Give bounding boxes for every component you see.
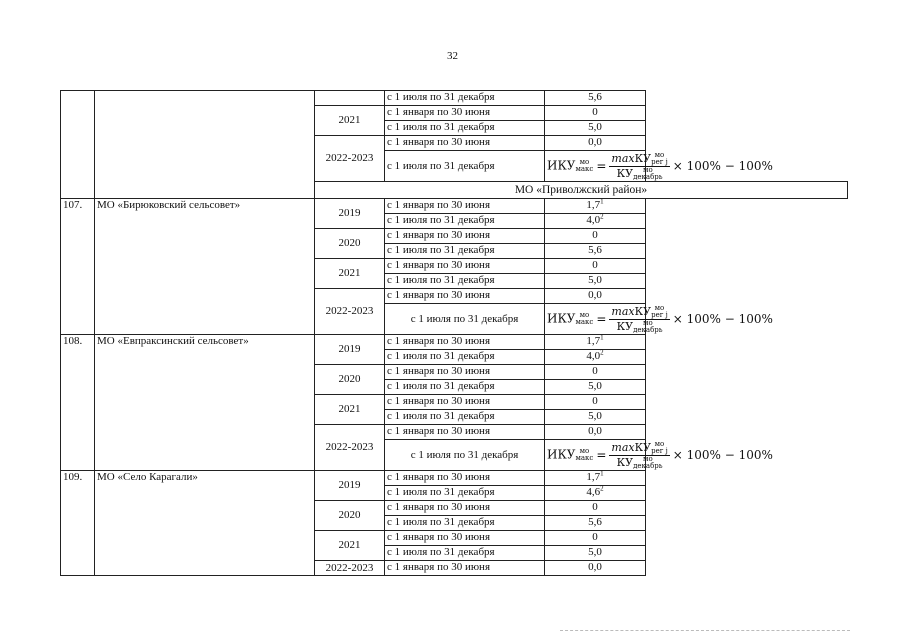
name-cell <box>95 91 315 199</box>
value-cell: 0 <box>545 106 646 121</box>
period-cell: с 1 июля по 31 декабря <box>385 151 545 182</box>
year-cell: 2019 <box>315 471 385 501</box>
year-cell: 2020 <box>315 501 385 531</box>
period-cell: с 1 января по 30 июня <box>385 259 545 274</box>
value-cell: $1,7^1$ <box>545 199 646 214</box>
divider <box>560 630 850 631</box>
period-cell: с 1 января по 30 июня <box>385 335 545 350</box>
value-cell: 0 <box>545 365 646 380</box>
value-cell: $1,7^1$ <box>545 335 646 350</box>
table-row <box>61 335 848 350</box>
value-cell: 0,0 <box>545 136 646 151</box>
period-cell: с 1 января по 30 июня <box>385 199 545 214</box>
period-cell: с 1 июля по 31 декабря <box>385 91 545 106</box>
entry-name: МО «Село Карагали» <box>95 471 315 576</box>
period-cell: с 1 июля по 31 декабря <box>385 121 545 136</box>
period-cell: с 1 января по 30 июня <box>385 136 545 151</box>
period-cell: с 1 января по 30 июня <box>385 561 545 576</box>
ikumax-formula: ИКУ мо макс = maxКУ мо рег j КУ мо декабрь × 100% − 100% <box>547 439 773 470</box>
value-cell: 0,0 <box>545 289 646 304</box>
period-cell: с 1 июля по 31 декабря <box>385 214 545 229</box>
value-cell: 5,0 <box>545 380 646 395</box>
value-cell: $4,6^2$ <box>545 486 646 501</box>
period-cell: с 1 января по 30 июня <box>385 425 545 440</box>
entry-number: 108. <box>61 335 95 471</box>
period-cell: с 1 января по 30 июня <box>385 501 545 516</box>
formula-cell <box>545 150 773 182</box>
period-cell: с 1 июля по 31 декабря <box>385 516 545 531</box>
period-cell: с 1 января по 30 июня <box>385 229 545 244</box>
period-cell: с 1 января по 30 июня <box>385 106 545 121</box>
period-cell: с 1 июля по 31 декабря <box>385 546 545 561</box>
period-cell: с 1 июля по 31 декабря <box>385 486 545 501</box>
year-cell: 2021 <box>315 106 385 136</box>
year-cell: 2021 <box>315 259 385 289</box>
year-cell: 2021 <box>315 531 385 561</box>
section-title: МО «Приволжский район» <box>315 182 848 199</box>
value-cell: 5,6 <box>545 244 646 259</box>
period-cell: с 1 июля по 31 декабря <box>385 304 545 335</box>
tariff-table <box>60 90 848 576</box>
value-cell: 0 <box>545 259 646 274</box>
period-cell: с 1 января по 30 июня <box>385 395 545 410</box>
period-cell: с 1 января по 30 июня <box>385 365 545 380</box>
year-cell <box>315 91 385 106</box>
year-cell: 2022-2023 <box>315 425 385 471</box>
value-cell: 5,6 <box>545 91 646 106</box>
value-cell: 0,0 <box>545 425 646 440</box>
value-cell: 0 <box>545 531 646 546</box>
value-cell: 5,0 <box>545 121 646 136</box>
year-cell: 2022-2023 <box>315 289 385 335</box>
period-cell: с 1 января по 30 июня <box>385 471 545 486</box>
period-cell: с 1 июля по 31 декабря <box>385 274 545 289</box>
entry-name: МО «Евпраксинский сельсовет» <box>95 335 315 471</box>
value-cell: 5,6 <box>545 516 646 531</box>
entry-number: 109. <box>61 471 95 576</box>
year-cell: 2019 <box>315 335 385 365</box>
value-cell: 0 <box>545 501 646 516</box>
value-cell: 5,0 <box>545 274 646 289</box>
year-cell: 2019 <box>315 199 385 229</box>
period-cell: с 1 июля по 31 декабря <box>385 410 545 425</box>
ikumax-formula: ИКУ мо макс = maxКУ мо рег j КУ мо декабрь × 100% − 100% <box>547 303 773 334</box>
value-cell: 0,0 <box>545 561 646 576</box>
year-cell: 2020 <box>315 229 385 259</box>
formula-cell <box>545 439 773 471</box>
table-row <box>61 199 848 214</box>
year-cell: 2022-2023 <box>315 561 385 576</box>
value-cell: $4,0^2$ <box>545 214 646 229</box>
value-cell: $4,0^2$ <box>545 350 646 365</box>
period-cell: с 1 июля по 31 декабря <box>385 350 545 365</box>
entry-name: МО «Бирюковский сельсовет» <box>95 199 315 335</box>
number-cell <box>61 91 95 199</box>
table-row <box>61 471 848 486</box>
year-cell: 2022-2023 <box>315 136 385 182</box>
value-cell: 5,0 <box>545 410 646 425</box>
period-cell: с 1 июля по 31 декабря <box>385 244 545 259</box>
formula-cell <box>545 303 773 335</box>
value-cell: 5,0 <box>545 546 646 561</box>
value-cell: 0 <box>545 395 646 410</box>
table-row <box>61 91 848 106</box>
value-cell: 0 <box>545 229 646 244</box>
period-cell: с 1 июля по 31 декабря <box>385 440 545 471</box>
ikumax-formula: ИКУ мо макс = maxКУ мо рег j КУ мо декабрь × 100% − 100% <box>547 150 773 181</box>
year-cell: 2021 <box>315 395 385 425</box>
period-cell: с 1 июля по 31 декабря <box>385 380 545 395</box>
page-number: 32 <box>447 50 458 62</box>
period-cell: с 1 января по 30 июня <box>385 289 545 304</box>
year-cell: 2020 <box>315 365 385 395</box>
value-cell: $1,7^1$ <box>545 471 646 486</box>
entry-number: 107. <box>61 199 95 335</box>
period-cell: с 1 января по 30 июня <box>385 531 545 546</box>
